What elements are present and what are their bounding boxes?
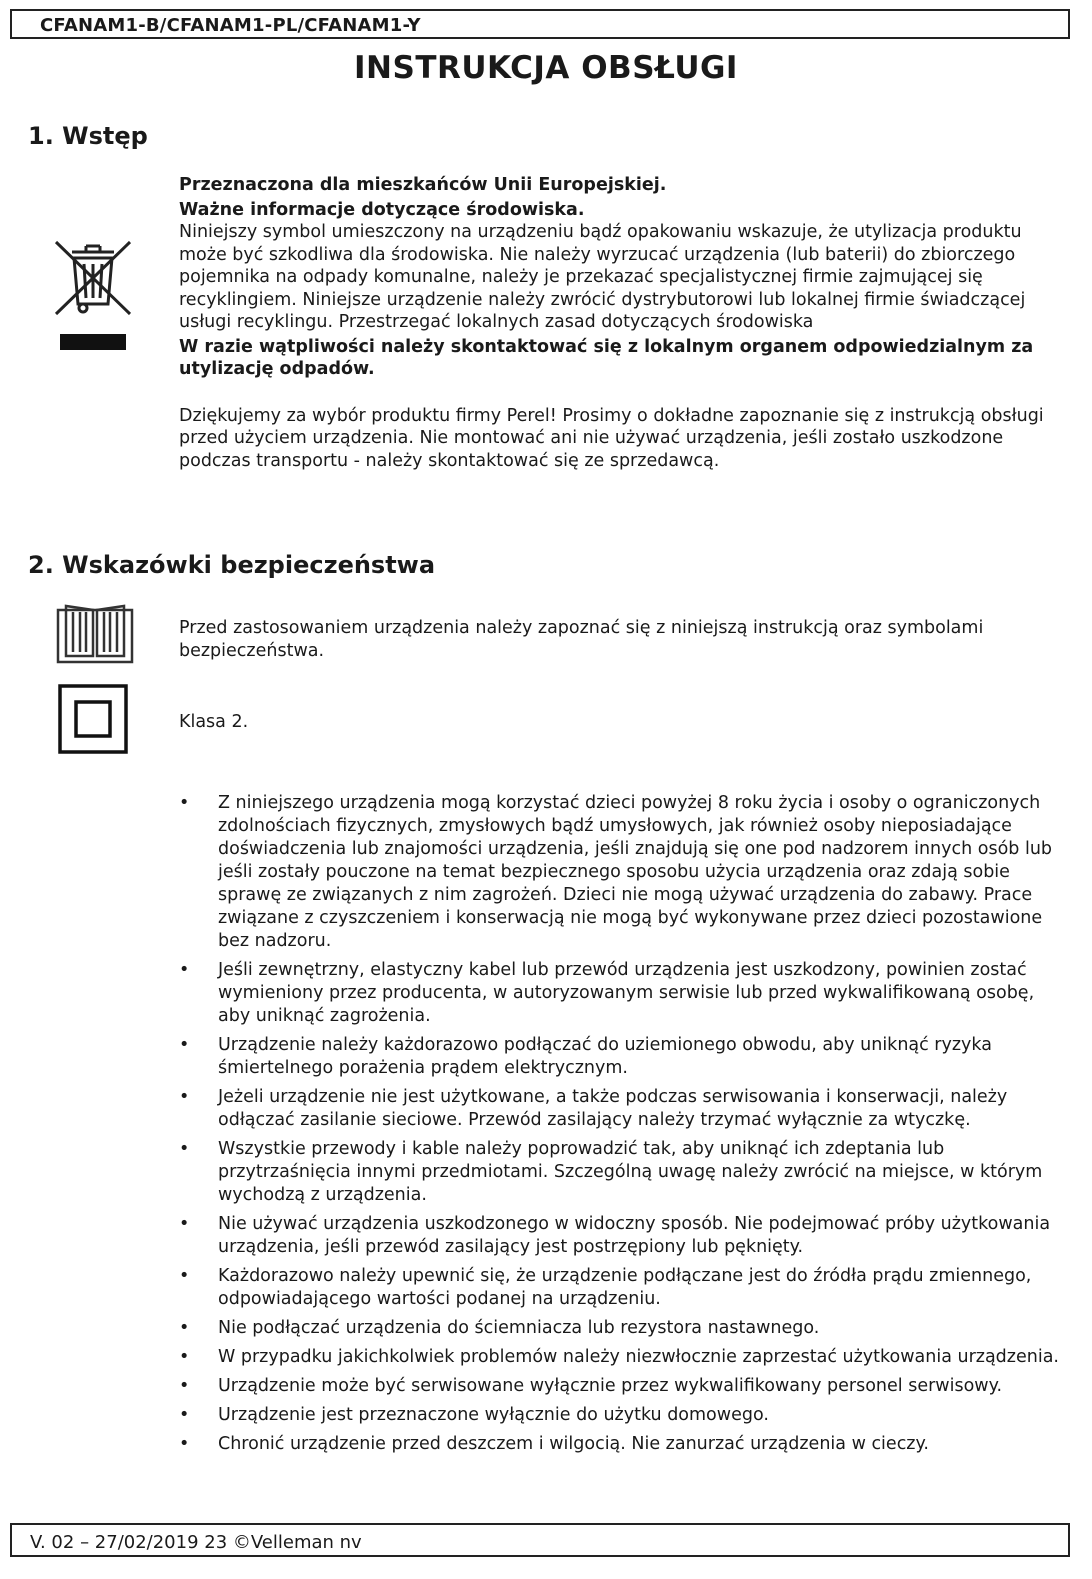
footer-box bbox=[10, 1523, 1070, 1557]
list-item: • Wszystkie przewody i kable należy poprowadzić tak, aby uniknąć ich zdeptania lub przytrzaśnięcia innymi przedmiotami. Szczególną uwagę należy zwrócić na miejsce, w którym wychodzą z urządzenia. bbox=[179, 1138, 1059, 1207]
section-1-text-block bbox=[179, 174, 1059, 472]
list-item: • Urządzenie należy każdorazowo podłączać do uziemionego obwodu, aby uniknąć ryzyka śmiertelnego porażenia prądem elektrycznym. bbox=[179, 1034, 1059, 1080]
list-item: • Urządzenie jest przeznaczone wyłącznie do użytku domowego. bbox=[179, 1404, 1059, 1427]
footer-version: V. 02 – 27/02/2019 23 ©Velleman nv bbox=[30, 1532, 362, 1553]
list-item: • Urządzenie może być serwisowane wyłącznie przez wykwalifikowany personel serwisowy. bbox=[179, 1375, 1059, 1398]
list-item: • Nie podłączać urządzenia do ściemniacza lub rezystora nastawnego. bbox=[179, 1317, 1059, 1340]
list-item: • W przypadku jakichkolwiek problemów należy niezwłocznie zaprzestać użytkowania urządzenia. bbox=[179, 1346, 1059, 1369]
weee-crossed-bin-icon bbox=[50, 236, 136, 354]
section-2-heading: 2. Wskazówki bezpieczeństwa bbox=[28, 551, 436, 579]
document-title: INSTRUKCJA OBSŁUGI bbox=[354, 50, 738, 86]
section-1-heading: 1. Wstęp bbox=[28, 122, 148, 150]
list-item: • Nie używać urządzenia uszkodzonego w widoczny sposób. Nie podejmować próby użytkowania urządzenia, jeśli przewód zasilający jest postrzępiony lub pęknięty. bbox=[179, 1213, 1059, 1259]
thanks-paragraph: Dziękujemy za wybór produktu firmy Perel! Prosimy o dokładne zapoznanie się z instrukcją obsługi przed użyciem urządzenia. Nie montować ani nie używać urządzenia, jeśli zostało uszkodzone podczas transportu - należy skontaktować się ze sprzedawcą. bbox=[179, 405, 1044, 471]
environment-title: Ważne informacje dotyczące środowiska. bbox=[179, 199, 585, 220]
header-models: CFANAM1-B/CFANAM1-PL/CFANAM1-Y bbox=[40, 15, 421, 36]
list-item: • Każdorazowo należy upewnić się, że urządzenie podłączane jest do źródła prądu zmiennego, odpowiadającego wartości podanej na urządzeniu. bbox=[179, 1265, 1059, 1311]
list-item: • Jeśli zewnętrzny, elastyczny kabel lub przewód urządzenia jest uszkodzony, powinien zostać wymieniony przez producenta, w autoryzowanym serwisie lub przed wykwalifikowaną osobę, aby uniknąć zagrożenia. bbox=[179, 959, 1059, 1028]
safety-bullet-list bbox=[179, 792, 1059, 1462]
environment-body: Niniejszy symbol umieszczony na urządzeniu bądź opakowaniu wskazuje, że utylizacja produktu może być szkodliwa dla środowiska. Nie należy wyrzucać urządzenia (lub baterii) do zbiorczego pojemnika na odpady komunalne, należy je przekazać specjalistycznej firmie zajmującej się recyklingiem. Niniejsze urządzenie należy zwrócić dystrybutorowi lub lokalnej firmie świadczącej usługi recyklingu. Przestrzegać lokalnych zasad dotyczących środowiska bbox=[179, 222, 1026, 332]
header-box bbox=[10, 9, 1070, 39]
class-2-double-square-icon bbox=[58, 684, 128, 754]
read-manual-text: Przed zastosowaniem urządzenia należy zapoznać się z niniejszą instrukcją oraz symbolami bezpieczeństwa. bbox=[179, 618, 984, 661]
doubt-notice: W razie wątpliwości należy skontaktować się z lokalnym organem odpowiedzialnym za utylizację odpadów. bbox=[179, 336, 1034, 379]
list-item: • Z niniejszego urządzenia mogą korzystać dzieci powyżej 8 roku życia i osoby o ograniczonych zdolnościach fizycznych, zmysłowych bądź umysłowych, jak również osoby nieposiadające doświadczenia lub znajomości urządzenia, jeśli znajdują się one pod nadzorem innych osób lub jeśli zostały pouczone na temat bezpiecznego sposobu użycia urządzenia oraz zdają sobie sprawę ze związanych z nim zagrożeń. Dzieci nie mogą używać urządzenia do zabawy. Prace związane z czyszczeniem i konserwacją nie mogą być wykonywane przez dzieci pozostawione bez nadzoru. bbox=[179, 792, 1059, 953]
eu-residents-note: Przeznaczona dla mieszkańców Unii Europejskiej. bbox=[179, 175, 667, 195]
open-book-icon bbox=[56, 604, 134, 666]
list-item: • Chronić urządzenie przed deszczem i wilgocią. Nie zanurzać urządzenia w cieczy. bbox=[179, 1433, 1059, 1456]
class-2-text: Klasa 2. bbox=[179, 712, 249, 732]
list-item: • Jeżeli urządzenie nie jest użytkowane, a także podczas serwisowania i konserwacji, należy odłączać zasilanie sieciowe. Przewód zasilający należy trzymać wyłącznie za wtyczkę. bbox=[179, 1086, 1059, 1132]
